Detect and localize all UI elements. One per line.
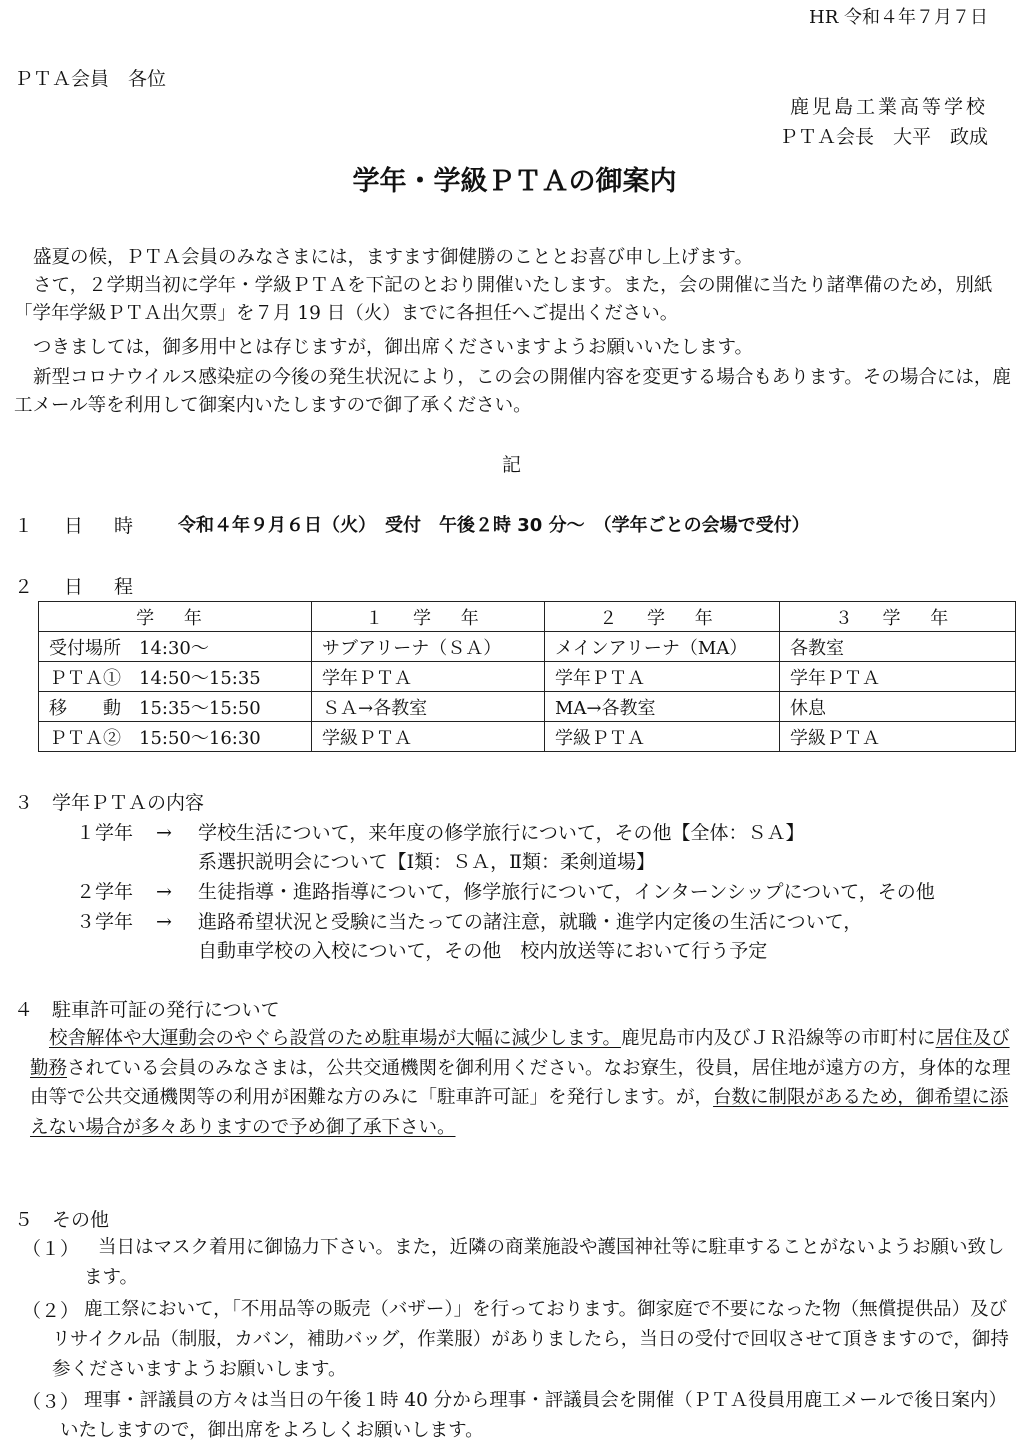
table-cell: 学級ＰＴＡ [312,722,545,752]
grade1-label: １学年 [76,822,134,844]
section3-label: ３ 学年ＰＴＡの内容 [14,792,205,814]
other-item-3-text: 理事・評議員の方々は当日の午後１時 40 分から理事・評議員会を開催（ＰＴＡ役員用鹿工メールで後日案内）いたしますので，御出席をよろしくお願いします。 [60,1390,1007,1441]
other-item-2-text: 鹿工祭において，「不用品等の販売（バザー）」を行っております。御家庭で不要になった物（無償提供品）及びリサイクル品（制服，カバン，補助バッグ，作業服）がありましたら，当日の受付で回収させて頂きますので，御持参くださいますようお願いします。 [52,1299,1009,1380]
table-cell: 学級ＰＴＡ [545,722,780,752]
section1-value: 令和４年９月６日（火） 受付 午後２時 30 分～ （学年ごとの会場で受付） [178,515,810,536]
intro-text-2: さて，２学期当初に学年・学級ＰＴＡを下記のとおり開催いたします。また，会の開催に当たり諸準備のため，別紙「学年学級ＰＴＡ出欠票」を７月 19 日（火）までに各担任へご提出ください。 [14,275,993,324]
table-header-cell: ３ 学 年 [780,602,1016,632]
arrow-icon: → [156,822,172,844]
parking-text-b: 村に [898,1028,936,1049]
section2-label: ２ 日 程 [14,576,140,598]
grade2-line-1: 生徒指導・進路指導について，修学旅行について，インターンシップについて，その他 [198,881,935,903]
intro-paragraph-2 [14,272,1016,328]
table-header-cell: １ 学 年 [312,602,545,632]
table-cell: 各教室 [780,632,1016,662]
arrow-icon: → [156,881,172,903]
other-item-2-num: （２） [22,1300,80,1322]
table-header-row [39,602,1016,632]
parking-underline-1: 校舎解体や大運動会のやぐら設営のため駐車場が大幅に減少します。 [49,1028,622,1049]
table-row [39,662,1016,692]
table-cell: 学年ＰＴＡ [545,662,780,692]
pta-president: ＰＴＡ会長 大平 政成 [778,126,988,148]
grade1-line-2: 系選択説明会について【Ⅰ類：ＳＡ，Ⅱ類：柔剣道場】 [198,851,656,873]
parking-underline-2: 居住及び勤務 [30,1028,1010,1079]
table-cell: サブアリーナ（ＳＡ） [312,632,545,662]
section1-label: １ 日 時 [14,515,140,537]
intro-paragraph-4 [14,364,1016,420]
table-row [39,632,1016,662]
table-cell: 受付場所 14:30～ [39,632,312,662]
table-cell: 学級ＰＴＡ [780,722,1016,752]
intro-paragraph-3 [14,334,1016,362]
schedule-table [38,601,1016,752]
intro-text-1: 盛夏の候，ＰＴＡ会員のみなさまには，ますます御健勝のこととお喜び申し上げます。 [33,247,754,268]
arrow-icon: → [156,911,172,933]
document-date: HR 令和４年７月７日 [809,7,988,28]
parking-text-a: 鹿児島市内及びＪＲ沿線等の市町 [621,1028,899,1049]
ki-heading: 記 [502,454,522,476]
table-cell: ＰＴＡ① 14:50～15:35 [39,662,312,692]
table-cell: 移 動 15:35～15:50 [39,692,312,722]
parking-paragraph [30,1024,1016,1142]
grade1-line-1: 学校生活について，来年度の修学旅行について，その他【全体：ＳＡ】 [198,822,805,844]
table-row [39,722,1016,752]
table-cell: MA→各教室 [545,692,780,722]
grade2-label: ２学年 [76,881,134,903]
table-header-cell: 学 年 [39,602,312,632]
recipient-line: ＰＴＡ会員 各位 [14,68,167,90]
parking-underline-3: 台数に制限があるため，御希望に添えない場合が多々ありますので予め御了承下さい。 [30,1087,1009,1138]
table-cell: 学年ＰＴＡ [780,662,1016,692]
intro-text-3: つきましては，御多用中とは存じますが，御出席くださいますようお願いいたします。 [33,337,754,358]
table-cell: ＰＴＡ② 15:50～16:30 [39,722,312,752]
grade3-line-2: 自動車学校の入校について，その他 校内放送等において行う予定 [198,940,768,962]
table-cell: 学年ＰＴＡ [312,662,545,692]
parking-text-c: されている会員のみなさまは，公共交通機関を御利用ください。なお寮生，役員，居住地が遠方の方，身体的な理由等で公共交通機関等の利用が困難な方のみに「駐車許可証」を発行します。が， [30,1057,1011,1108]
section4-label: ４ 駐車許可証の発行について [14,999,280,1021]
table-cell: 休息 [780,692,1016,722]
intro-paragraph-1 [14,244,1016,272]
other-item-1-num: （１） [22,1238,80,1260]
intro-text-4: 新型コロナウイルス感染症の今後の発生状況により，この会の開催内容を変更する場合もあります。その場合には，鹿工メール等を利用して御案内いたしますので御了承ください。 [14,367,1011,416]
grade3-label: ３学年 [76,911,134,933]
section5-label: ５ その他 [14,1209,110,1231]
table-cell: ＳＡ→各教室 [312,692,545,722]
table-row [39,692,1016,722]
document-title: 学年・学級ＰＴＡの御案内 [352,166,677,197]
table-header-cell: ２ 学 年 [545,602,780,632]
grade3-line-1: 進路希望状況と受験に当たっての諸注意，就職・進学内定後の生活について， [198,911,863,933]
school-name: 鹿児島工業高等学校 [789,96,988,118]
other-item-3-num: （３） [22,1391,80,1413]
table-cell: メインアリーナ（MA） [545,632,780,662]
other-item-1-text: 当日はマスク着用に御協力下さい。また，近隣の商業施設や護国神社等に駐車することがないようお願い致します。 [84,1237,1005,1288]
